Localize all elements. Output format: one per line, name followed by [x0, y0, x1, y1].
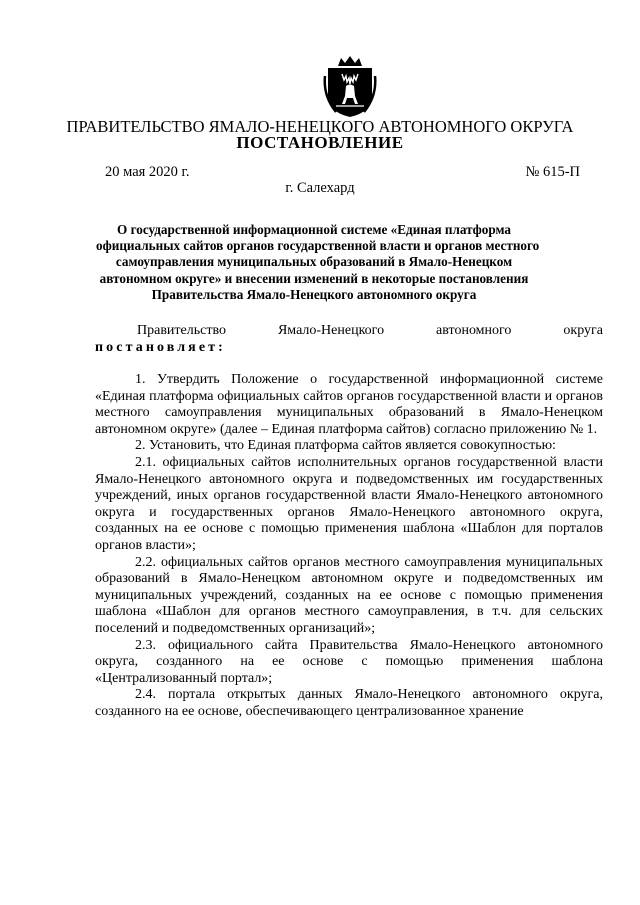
title-line: Правительства Ямало-Ненецкого автономного округа — [151, 286, 477, 302]
title-line: О государственной информационной системе «Единая платформа — [117, 222, 511, 237]
paragraph: 1. Утвердить Положение о государственной информационной системе «Единая платформа официальных сайтов органов государственной власти и органов местного самоуправления муниципальных образований в Ямало-Ненецком автономном округе» (далее – Единая платформа сайтов) согласно приложению № 1. — [95, 372, 603, 437]
document-date: 20 мая 2020 г. — [105, 164, 190, 180]
preamble-word: автономного — [436, 323, 512, 338]
document-number: № 615-П — [525, 164, 580, 180]
coat-of-arms-icon — [322, 56, 378, 118]
document-title — [96, 222, 540, 303]
title-line: самоуправления муниципальных образований в Ямало-Ненецком — [115, 254, 513, 270]
paragraph: 2. Установить, что Единая платформа сайтов является совокупностью: — [135, 438, 556, 454]
document-city: г. Салехард — [285, 180, 355, 196]
document-type: ПОСТАНОВЛЕНИЕ — [236, 133, 404, 152]
decree-word: постановляет: — [95, 339, 226, 355]
preamble-row — [95, 323, 603, 340]
paragraph: 2.3. официального сайта Правительства Ямало-Ненецкого автономного округа, созданного на ее основе с помощью применения шаблона «Централизованный портал»; — [95, 637, 603, 686]
preamble-word: Правительство — [137, 323, 226, 338]
paragraph: 2.1. официальных сайтов исполнительных органов государственной власти Ямало-Ненецкого автономного округа и подведомственных им государственных учреждений, иных органов государственной власти Ямало-Ненецкого автономного округа и государственных органов Ямало-Ненецкого автономного округа, созданных на ее основе с помощью применения шаблона «Шаблон для порталов органов власти»; — [95, 454, 603, 553]
government-name: ПРАВИТЕЛЬСТВО ЯМАЛО-НЕНЕЦКОГО АВТОНОМНОГО ОКРУГА — [66, 117, 574, 136]
title-line: автономном округе» и внесении изменений в некоторые постановления — [99, 270, 529, 286]
title-line: официальных сайтов органов государственной власти и органов местного — [96, 238, 540, 254]
paragraph: 2.4. портала открытых данных Ямало-Ненецкого автономного округа, созданного на ее основе, обеспечивающего централизованное хранение — [95, 687, 603, 719]
paragraph: 2.2. официальных сайтов органов местного самоуправления муниципальных образований в Ямало-Ненецком автономном округе и подведомственных им муниципальных учреждений, созданных на ее основе с помощью применения шаблона «Шаблон для органов местного самоуправления, в т.ч. для сельских поселений и подведомственных организаций»; — [95, 554, 603, 636]
preamble-word: округа — [563, 323, 603, 338]
preamble — [95, 323, 603, 356]
document-body — [95, 372, 603, 720]
preamble-word: Ямало-Ненецкого — [277, 323, 385, 338]
